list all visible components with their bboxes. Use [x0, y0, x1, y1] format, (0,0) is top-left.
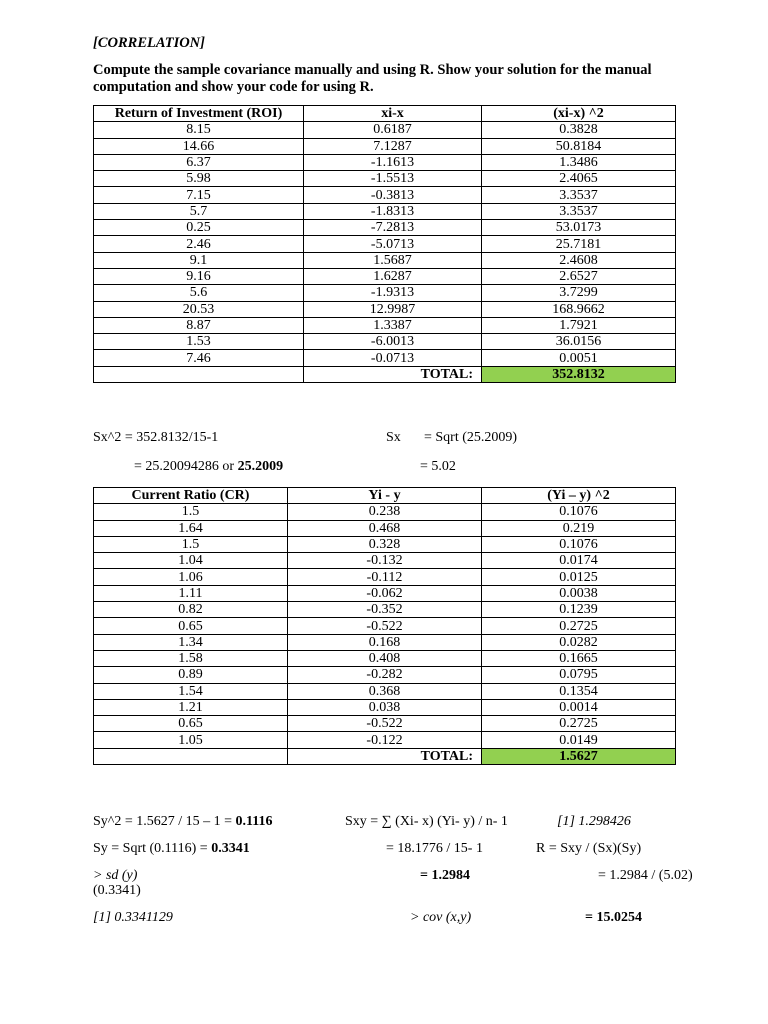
r-result: = 15.0254 [585, 910, 642, 925]
table-cell: 25.7181 [482, 236, 676, 252]
table-cell: 9.1 [94, 252, 304, 268]
total-value: 352.8132 [482, 366, 676, 382]
table-cell: 0.468 [288, 520, 482, 536]
table-cell: 0.1076 [482, 536, 676, 552]
roi-table-row [94, 154, 676, 170]
column-header: Return of Investment (ROI) [94, 106, 304, 122]
sy-squared-formula [93, 815, 273, 829]
sy-bold: 0.3341 [211, 841, 250, 856]
table-cell: 1.3486 [482, 154, 676, 170]
table-cell: 0.6187 [304, 122, 482, 138]
column-header: Yi - y [288, 488, 482, 504]
cr-table-row [94, 504, 676, 520]
table-cell: 1.34 [94, 634, 288, 650]
document-title: [CORRELATION] [93, 35, 205, 51]
sxy-formula: Sxy = ∑ (Xi- x) (Yi- y) / n- 1 [345, 814, 508, 829]
table-cell: -1.5513 [304, 171, 482, 187]
table-cell: 12.9987 [304, 301, 482, 317]
table-cell: 1.5687 [304, 252, 482, 268]
table-cell: -1.1613 [304, 154, 482, 170]
table-cell: -0.0713 [304, 350, 482, 366]
table-cell: 1.3387 [304, 317, 482, 333]
roi-table-row [94, 285, 676, 301]
table-cell: -0.522 [288, 618, 482, 634]
table-cell: 0.1354 [482, 683, 676, 699]
table-cell: 9.16 [94, 268, 304, 284]
table-cell: 2.4608 [482, 252, 676, 268]
table-cell: 168.9662 [482, 301, 676, 317]
table-cell: 0.368 [288, 683, 482, 699]
roi-table-row [94, 317, 676, 333]
table-cell: 7.1287 [304, 138, 482, 154]
table-cell: -0.352 [288, 602, 482, 618]
table-cell: 1.5 [94, 504, 288, 520]
table-cell: -0.062 [288, 585, 482, 601]
question-text: Compute the sample covariance manually and using R. Show your solution for the manual computation and show your code for using R. [93, 62, 652, 95]
sx-label: Sx [386, 430, 401, 445]
roi-table-header [94, 106, 676, 122]
roi-table-row [94, 203, 676, 219]
table-cell: -0.3813 [304, 187, 482, 203]
table-cell: 0.0795 [482, 667, 676, 683]
table-cell: 0.65 [94, 716, 288, 732]
table-cell: 7.46 [94, 350, 304, 366]
roi-table-row [94, 350, 676, 366]
table-cell: 0.0149 [482, 732, 676, 748]
total-label: TOTAL: [288, 748, 482, 764]
cr-table-row [94, 618, 676, 634]
table-cell: 1.11 [94, 585, 288, 601]
table-cell: -5.0713 [304, 236, 482, 252]
table-cell: 8.87 [94, 317, 304, 333]
table-cell: 2.6527 [482, 268, 676, 284]
sx-result [420, 460, 456, 474]
table-cell: 0.1076 [482, 504, 676, 520]
table-cell: 0.2725 [482, 716, 676, 732]
roi-table-row [94, 252, 676, 268]
sy-formula [93, 842, 250, 856]
r-calculation-cont: (0.3341) [93, 883, 141, 898]
blank-cell [94, 366, 304, 382]
cr-table-row [94, 699, 676, 715]
table-cell: 0.1239 [482, 602, 676, 618]
table-cell: -1.8313 [304, 203, 482, 219]
r-cov-command: > cov (x,y) [410, 910, 472, 925]
r-formula: R = Sxy / (Sx)(Sy) [536, 841, 642, 856]
sx-result-text: = 5.02 [420, 459, 456, 474]
table-cell: 5.6 [94, 285, 304, 301]
cr-table-row [94, 553, 676, 569]
sx-squared-result-bold: 25.2009 [237, 459, 284, 474]
roi-table-row [94, 187, 676, 203]
table-cell: 5.7 [94, 203, 304, 219]
table-cell: -0.522 [288, 716, 482, 732]
table-cell: 50.8184 [482, 138, 676, 154]
table-cell: -0.132 [288, 553, 482, 569]
column-header: xi-x [304, 106, 482, 122]
table-cell: 0.0051 [482, 350, 676, 366]
cr-table-row [94, 569, 676, 585]
sxy-calculation: = 18.1776 / 15- 1 [386, 841, 483, 856]
r-output-sd: [1] 0.3341129 [93, 910, 173, 925]
r-calculation: = 1.2984 / (5.02) [598, 868, 693, 883]
blank-cell [94, 748, 288, 764]
cr-table-row [94, 667, 676, 683]
table-cell: 0.82 [94, 602, 288, 618]
table-cell: 3.3537 [482, 187, 676, 203]
table-cell: 0.168 [288, 634, 482, 650]
roi-total-row [94, 366, 676, 382]
table-cell: 5.98 [94, 171, 304, 187]
r-output-cor: [1] 1.298426 [557, 814, 631, 829]
roi-table-row [94, 301, 676, 317]
table-cell: -0.282 [288, 667, 482, 683]
column-header: Current Ratio (CR) [94, 488, 288, 504]
roi-table-row [94, 236, 676, 252]
table-cell: 0.3828 [482, 122, 676, 138]
table-cell: 0.65 [94, 618, 288, 634]
sx-squared-formula: Sx^2 = 352.8132/15-1 [93, 430, 219, 445]
cr-table-header [94, 488, 676, 504]
sy-plain: Sy = Sqrt (0.1116) = [93, 841, 212, 856]
table-cell: 0.328 [288, 536, 482, 552]
cr-table-row [94, 585, 676, 601]
table-cell: 1.5 [94, 536, 288, 552]
sx-sqrt-formula: = Sqrt (25.2009) [424, 430, 518, 445]
table-cell: -0.112 [288, 569, 482, 585]
table-cell: 6.37 [94, 154, 304, 170]
table-cell: 1.6287 [304, 268, 482, 284]
r-sd-command: > sd (y) [93, 868, 138, 883]
total-label: TOTAL: [304, 366, 482, 382]
table-cell: 0.0282 [482, 634, 676, 650]
roi-table-row [94, 171, 676, 187]
table-cell: 1.21 [94, 699, 288, 715]
sx-squared-result [134, 460, 283, 474]
table-cell: 0.0038 [482, 585, 676, 601]
table-cell: 0.0125 [482, 569, 676, 585]
table-cell: -0.122 [288, 732, 482, 748]
roi-table [93, 105, 676, 383]
sy-squared-plain: Sy^2 = 1.5627 / 15 – 1 = [93, 814, 236, 829]
table-cell: 3.7299 [482, 285, 676, 301]
roi-table-row [94, 220, 676, 236]
table-cell: 2.4065 [482, 171, 676, 187]
sxy-result: = 1.2984 [420, 868, 470, 883]
table-cell: 1.05 [94, 732, 288, 748]
table-cell: 36.0156 [482, 334, 676, 350]
cr-table-row [94, 634, 676, 650]
table-cell: 1.64 [94, 520, 288, 536]
table-cell: 1.58 [94, 650, 288, 666]
table-cell: 0.238 [288, 504, 482, 520]
table-cell: 1.04 [94, 553, 288, 569]
table-cell: 0.1665 [482, 650, 676, 666]
table-cell: 20.53 [94, 301, 304, 317]
table-cell: 1.7921 [482, 317, 676, 333]
table-cell: 0.0174 [482, 553, 676, 569]
table-cell: 2.46 [94, 236, 304, 252]
cr-table-row [94, 520, 676, 536]
cr-table-row [94, 602, 676, 618]
table-cell: 53.0173 [482, 220, 676, 236]
cr-table-row [94, 732, 676, 748]
table-cell: 0.038 [288, 699, 482, 715]
table-cell: -7.2813 [304, 220, 482, 236]
table-cell: 7.15 [94, 187, 304, 203]
sy-squared-bold: 0.1116 [235, 814, 273, 829]
cr-table-row [94, 716, 676, 732]
table-cell: 1.54 [94, 683, 288, 699]
sx-squared-result-plain: = 25.20094286 or [134, 459, 238, 474]
cr-table [93, 487, 676, 765]
cr-table-row [94, 650, 676, 666]
column-header: (Yi – y) ^2 [482, 488, 676, 504]
table-cell: 1.06 [94, 569, 288, 585]
total-value: 1.5627 [482, 748, 676, 764]
table-cell: 0.25 [94, 220, 304, 236]
table-cell: 1.53 [94, 334, 304, 350]
cr-table-row [94, 683, 676, 699]
column-header: (xi-x) ^2 [482, 106, 676, 122]
table-cell: -6.0013 [304, 334, 482, 350]
cr-total-row [94, 748, 676, 764]
table-cell: 14.66 [94, 138, 304, 154]
table-cell: 3.3537 [482, 203, 676, 219]
table-cell: 0.219 [482, 520, 676, 536]
roi-table-row [94, 138, 676, 154]
table-cell: 0.0014 [482, 699, 676, 715]
table-cell: 0.2725 [482, 618, 676, 634]
table-cell: 0.408 [288, 650, 482, 666]
cr-table-row [94, 536, 676, 552]
roi-table-row [94, 122, 676, 138]
table-cell: 8.15 [94, 122, 304, 138]
table-cell: 0.89 [94, 667, 288, 683]
roi-table-row [94, 268, 676, 284]
table-cell: -1.9313 [304, 285, 482, 301]
roi-table-row [94, 334, 676, 350]
